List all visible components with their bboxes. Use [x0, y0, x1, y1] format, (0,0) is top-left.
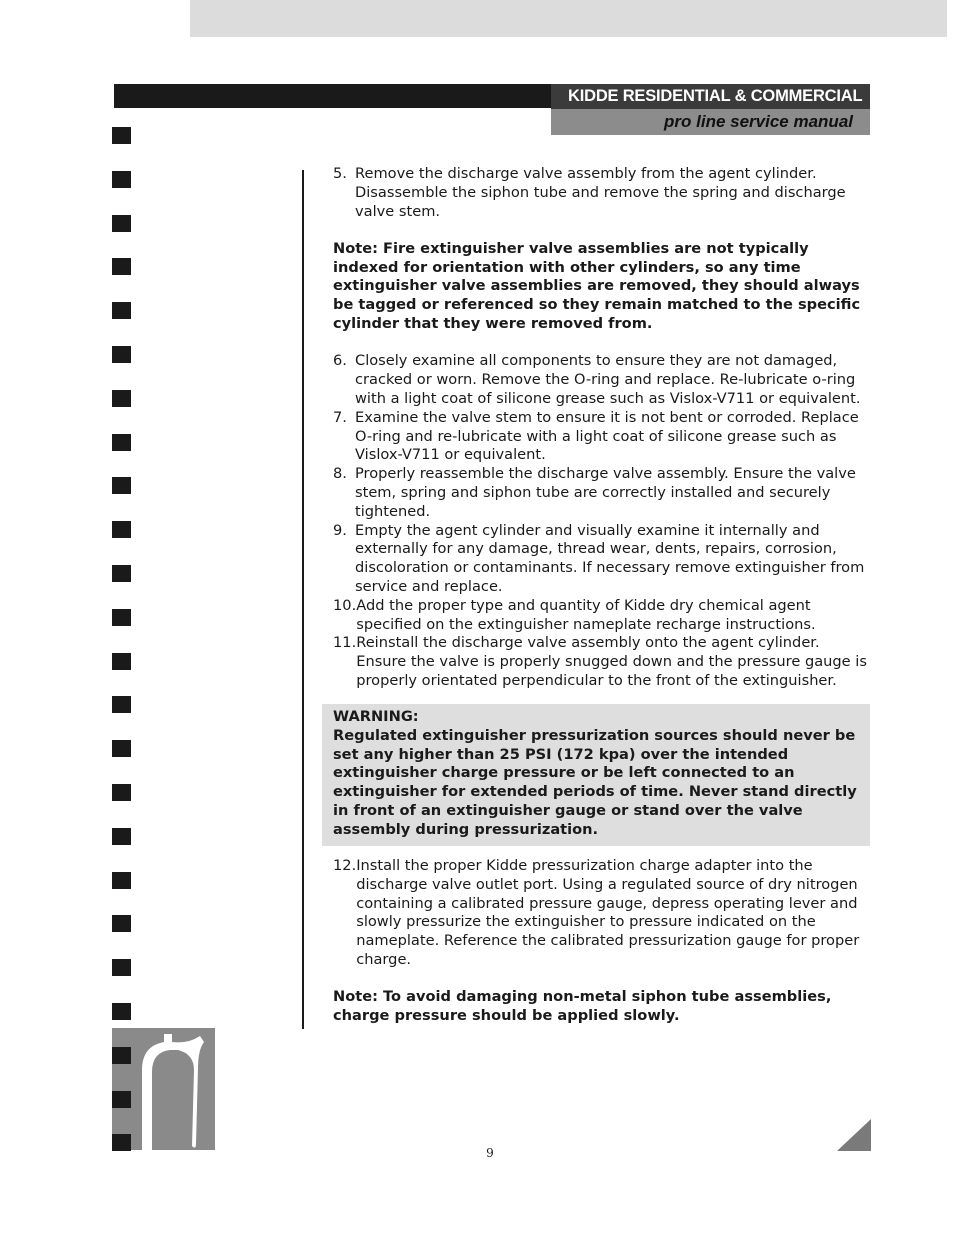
side-marker-square — [112, 127, 131, 144]
list-item — [333, 522, 873, 597]
list-item — [333, 634, 873, 690]
step-text: Closely examine all components to ensure they are not damaged, cracked or worn. Remove the O-ring and replace. Re-lubricate o-ring with a light coat of silicone grease such as Vislox-V711 or equivalent. — [355, 352, 861, 407]
step-text: Remove the discharge valve assembly from the agent cylinder. Disassemble the siphon tube and remove the spring and discharge valve stem. — [355, 165, 846, 220]
list-item — [333, 597, 873, 635]
step-text: Properly reassemble the discharge valve assembly. Ensure the valve stem, spring and siphon tube are correctly installed and securely tightened. — [355, 465, 856, 520]
list-item — [333, 165, 873, 221]
side-marker-square — [112, 1003, 131, 1020]
step-number: 6. — [333, 352, 347, 370]
list-item — [333, 352, 873, 408]
step-text: Empty the agent cylinder and visually examine it internally and externally for any damage, thread wear, dents, repairs, corrosion, discoloration or contaminants. If necessary remove extinguisher from service and replace. — [355, 521, 865, 595]
step-number: 12. — [333, 857, 357, 874]
note-orientation: Note: Fire extinguisher valve assemblies are not typically indexed for orientation with other cylinders, so any time extinguisher valve assemblies are removed, they should always be tagged or referenced so they remain matched to the specific cylinder that they were removed from. — [333, 239, 861, 333]
side-marker-square — [112, 302, 131, 319]
side-marker-square — [112, 1134, 131, 1151]
step-number: 5. — [333, 165, 347, 182]
step-number: 7. — [333, 408, 347, 426]
side-marker-square — [112, 740, 131, 757]
side-marker-square — [112, 477, 131, 494]
side-marker-square — [112, 390, 131, 407]
page-corner-triangle-icon — [837, 1119, 871, 1151]
step-text: Add the proper type and quantity of Kidde dry chemical agent specified on the extinguisher nameplate recharge instructions. — [356, 596, 816, 633]
side-marker-square — [112, 1047, 131, 1064]
top-gray-band — [190, 0, 947, 37]
header-black-bar — [114, 84, 554, 108]
side-marker-square — [112, 346, 131, 363]
side-marker-square — [112, 915, 131, 932]
side-marker-square — [112, 258, 131, 275]
list-item — [333, 409, 873, 465]
step-number: 11. — [333, 634, 357, 652]
step-text: Examine the valve stem to ensure it is not bent or corroded. Replace O-ring and re-lubricate with a light coat of silicone grease such as Vislox-V711 or equivalent. — [355, 408, 859, 464]
side-marker-square — [112, 696, 131, 713]
step-text: Install the proper Kidde pressurization charge adapter into the discharge valve outlet port. Using a regulated source of dry nitrogen containing a calibrated pressure gauge, depress operating lever and slowly pressurize the extinguisher to pressure indicated on the nameplate. Reference the calibrated pressurization gauge for proper charge. — [356, 857, 860, 968]
left-rule — [302, 170, 304, 1029]
side-marker-square — [112, 434, 131, 451]
content-section-b — [333, 857, 873, 1026]
step-number: 10. — [333, 596, 357, 614]
note-siphon: Note: To avoid damaging non-metal siphon tube assemblies, charge pressure should be applied slowly. — [333, 988, 832, 1025]
side-marker-square — [112, 1091, 131, 1108]
step-number: 8. — [333, 465, 347, 483]
page-number: 9 — [486, 1146, 494, 1160]
side-marker-square — [112, 565, 131, 582]
side-marker-square — [112, 609, 131, 626]
step-number: 9. — [333, 521, 347, 539]
side-marker-square — [112, 959, 131, 976]
side-marker-square — [112, 784, 131, 801]
side-marker-square — [112, 872, 131, 889]
step-text: Reinstall the discharge valve assembly onto the agent cylinder. Ensure the valve is properly snugged down and the pressure gauge is properly orientated perpendicular to the front of the extinguisher. — [356, 634, 867, 689]
header-title: KIDDE RESIDENTIAL & COMMERCIAL — [551, 84, 870, 109]
content-section-a — [333, 165, 873, 691]
side-marker-square — [112, 521, 131, 538]
side-marker-square — [112, 215, 131, 232]
list-item — [333, 857, 873, 970]
side-marker-square — [112, 828, 131, 845]
warning-text: Regulated extinguisher pressurization sources should never be set any higher than 25 PSI (172 kpa) over the intended extinguisher charge pressure or be left connected to an extinguisher for extended periods of time. Never stand directly in front of an extinguisher gauge or stand over the valve assembly during pressurization. — [333, 726, 857, 838]
header-subtitle: pro line service manual — [664, 112, 853, 131]
warning-title: WARNING: — [333, 708, 419, 725]
side-marker-square — [112, 171, 131, 188]
header-box — [551, 84, 870, 135]
warning-box — [322, 704, 870, 846]
list-item — [333, 465, 873, 521]
side-marker-square — [112, 653, 131, 670]
